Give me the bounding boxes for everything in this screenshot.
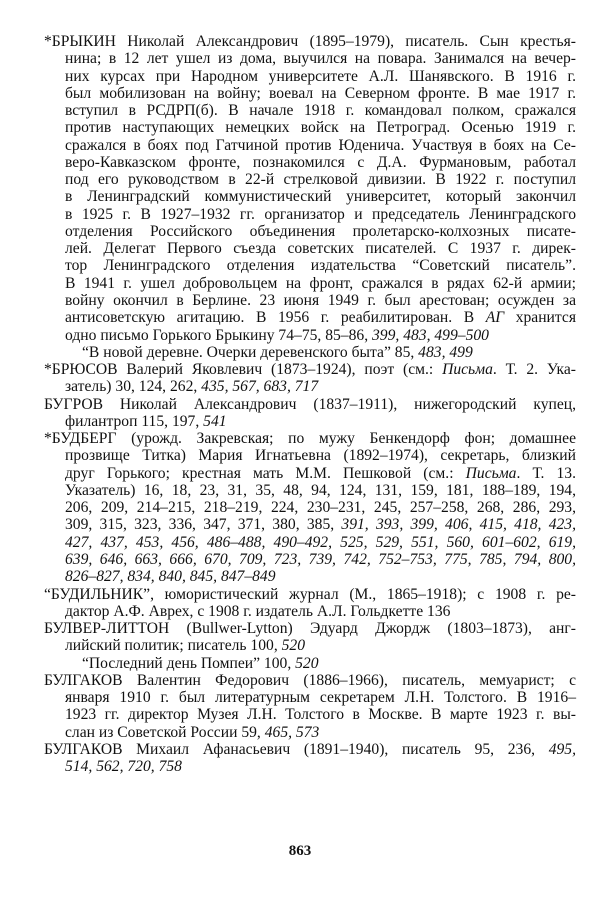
text: В 1941 г. ушел добровольцем на фронт, сражался в рядах 62-й армии; bbox=[65, 274, 576, 292]
italic-text: АГ bbox=[485, 309, 505, 327]
text: “Последний день Помпеи” 100, bbox=[82, 654, 296, 672]
index-entry bbox=[44, 741, 576, 776]
text: *БРЮСОВ Валерий Яковлевич (1873–1924), поэт (см.: bbox=[44, 361, 443, 379]
italic-text: Письма bbox=[465, 464, 517, 482]
text: них курсах при Народном университете А.Л. Шанявского. В 1916 г. bbox=[65, 67, 576, 85]
text: 1923 гг. директор Музея Л.Н. Толстого в Москве. В марте 1923 г. вы- bbox=[65, 706, 576, 724]
text: антисоветскую агитацию. В 1956 г. реабилитирован. В bbox=[65, 309, 486, 327]
text: прозвище Титка) Мария Игнатьевна (1892–1974), секретарь, близкий bbox=[65, 447, 576, 465]
entry-line bbox=[44, 758, 576, 775]
index-entry bbox=[44, 586, 576, 621]
italic-text: 399, 483, 499–500 bbox=[372, 326, 489, 344]
entry-line bbox=[44, 534, 576, 551]
italic-text: 826–827, 834, 840, 845, 847–849 bbox=[65, 568, 276, 586]
entry-line bbox=[44, 188, 576, 205]
entry-line bbox=[44, 396, 576, 413]
index-entry bbox=[44, 620, 576, 655]
text: лийский политик; писатель 100, bbox=[65, 637, 282, 655]
italic-text: 520 bbox=[295, 654, 319, 672]
entry-line bbox=[44, 689, 576, 706]
index-entry bbox=[44, 430, 576, 585]
entry-line bbox=[44, 378, 576, 395]
entry-line bbox=[44, 33, 576, 50]
italic-text: 465, 573 bbox=[264, 723, 320, 741]
index-entry bbox=[44, 361, 576, 396]
italic-text: 495, bbox=[548, 740, 576, 758]
text: под его руководством в 22-й стрелковой дивизии. В 1922 г. поступил bbox=[65, 171, 576, 189]
text: веро-Кавказском фронте, познакомился с Д.А. Фурмановым, работал bbox=[65, 153, 576, 171]
entry-line bbox=[44, 68, 576, 85]
text: БУЛГАКОВ Валентин Федорович (1886–1966), писатель, мемуарист; с bbox=[44, 671, 576, 689]
text: БУЛГАКОВ Михаил Афанасьевич (1891–1940), писатель 95, 236, bbox=[44, 740, 549, 758]
entry-line bbox=[44, 102, 576, 119]
entry-line bbox=[44, 327, 576, 344]
entry-line bbox=[44, 344, 576, 361]
italic-text: 514, 562, 720, 758 bbox=[65, 758, 182, 776]
entry-line bbox=[44, 447, 576, 464]
entry-line bbox=[44, 741, 576, 758]
entry-line bbox=[44, 724, 576, 741]
entry-line bbox=[44, 672, 576, 689]
text: Указатель) 16, 18, 23, 31, 35, 48, 94, 124, 131, 159, 181, 188–189, 194, bbox=[65, 481, 576, 499]
text: “БУДИЛЬНИК”, юмористический журнал (М., 1865–1918); с 1908 г. ре- bbox=[44, 585, 576, 603]
text: затель) 30, 124, 262, bbox=[65, 378, 202, 396]
entry-line bbox=[44, 620, 576, 637]
entry-line bbox=[44, 482, 576, 499]
entry-line bbox=[44, 309, 576, 326]
text: января 1910 г. был литературным секретарем Л.Н. Толстого. В 1916– bbox=[65, 689, 576, 707]
entry-line bbox=[44, 206, 576, 223]
index-entry bbox=[44, 672, 576, 741]
entry-line bbox=[44, 603, 576, 620]
italic-text: 483, 499 bbox=[418, 343, 473, 361]
text: . Т. 2. Ука- bbox=[492, 361, 576, 379]
text: 206, 209, 214–215, 218–219, 224, 230–231, 245, 257–258, 268, 286, 293, bbox=[65, 499, 576, 517]
entry-line bbox=[44, 137, 576, 154]
text: одно письмо Горького Брыкину 74–75, 85–86, bbox=[65, 326, 372, 344]
entry-line bbox=[44, 292, 576, 309]
text: был мобилизован на войну; воевал на Северном фронте. В мае 1917 г. bbox=[65, 84, 576, 102]
entry-line bbox=[44, 551, 576, 568]
italic-text: 427, 437, 453, 456, 486–488, 490–492, 525, 529, 551, 560, 601–602, 619, bbox=[65, 533, 576, 551]
text: БУЛВЕР-ЛИТТОН (Bullwer-Lytton) Эдуард Джордж (1803–1873), анг- bbox=[44, 620, 576, 638]
entry-line bbox=[44, 568, 576, 585]
entry-line bbox=[44, 413, 576, 430]
entry-line bbox=[44, 50, 576, 67]
entry-line bbox=[44, 154, 576, 171]
text: “В новой деревне. Очерки деревенского быта” 85, bbox=[82, 343, 419, 361]
text: 309, 315, 323, 336, 347, 371, 380, 385, bbox=[65, 516, 342, 534]
text: слан из Советской России 59, bbox=[65, 723, 265, 741]
entry-line bbox=[44, 430, 576, 447]
entry-line bbox=[44, 361, 576, 378]
entry-line bbox=[44, 499, 576, 516]
entry-line bbox=[44, 85, 576, 102]
entry-line bbox=[44, 516, 576, 533]
text: БУГРОВ Николай Александрович (1837–1911), нижегородский купец, bbox=[44, 395, 576, 413]
entry-line bbox=[44, 223, 576, 240]
italic-text: 639, 646, 663, 666, 670, 709, 723, 739, 742, 752–753, 775, 785, 794, 800, bbox=[65, 550, 576, 568]
italic-text: 541 bbox=[203, 412, 227, 430]
entry-line bbox=[44, 257, 576, 274]
italic-text: 435, 567, 683, 717 bbox=[201, 378, 319, 396]
text: сражался в боях под Гатчиной против Юденича. Участвуя в боях на Се- bbox=[65, 136, 576, 154]
text: отделения Российского объединения пролетарско-колхозных писате- bbox=[65, 222, 576, 240]
text: дактор А.Ф. Аврех, с 1908 г. издатель А.Л. Гольдкетте 136 bbox=[65, 602, 451, 620]
text: . Т. 13. bbox=[516, 464, 576, 482]
text: в 1925 г. В 1927–1932 гг. организатор и председатель Ленинградского bbox=[65, 205, 576, 223]
text: вступил в РСДРП(б). В начале 1918 г. командовал полком, сражался bbox=[65, 102, 576, 120]
entry-line bbox=[44, 171, 576, 188]
text: хранится bbox=[504, 309, 576, 327]
index-entry bbox=[44, 396, 576, 431]
text: тор Ленинградского отделения издательства “Советский писатель”. bbox=[65, 257, 576, 275]
index-entry bbox=[44, 33, 576, 344]
index-subentry bbox=[44, 655, 576, 672]
entry-line bbox=[44, 240, 576, 257]
italic-text: Письма bbox=[442, 361, 493, 379]
text: филантроп 115, 197, bbox=[65, 412, 204, 430]
text: нина; в 12 лет ушел из дома, выучился на повара. Занимался на вечер- bbox=[65, 50, 576, 68]
entry-line bbox=[44, 706, 576, 723]
index-text bbox=[44, 33, 576, 775]
text: лей. Делегат Первого съезда советских писателей. С 1937 г. дирек- bbox=[65, 240, 576, 258]
text: войну окончил в Берлине. 23 июня 1949 г. был арестован; осужден за bbox=[65, 291, 576, 309]
text: против наступающих немецких войск на Петроград. Осенью 1919 г. bbox=[65, 119, 576, 137]
entry-line bbox=[44, 586, 576, 603]
page-number: 863 bbox=[288, 843, 312, 859]
entry-line bbox=[44, 655, 576, 672]
italic-text: 520 bbox=[281, 637, 306, 655]
index-subentry bbox=[44, 344, 576, 361]
entry-line bbox=[44, 119, 576, 136]
entry-line bbox=[44, 465, 576, 482]
entry-line bbox=[44, 275, 576, 292]
text: *БРЫКИН Николай Александрович (1895–1979), писатель. Сын крестья- bbox=[44, 33, 576, 50]
italic-text: 391, 393, 399, 406, 415, 418, 423, bbox=[341, 516, 576, 534]
text: *БУДБЕРГ (урожд. Закревская; по мужу Бенкендорф фон; домашнее bbox=[44, 430, 576, 448]
text: в Ленинградский коммунистический университет, который закончил bbox=[65, 188, 576, 206]
entry-line bbox=[44, 637, 576, 654]
text: друг Горького; крестная мать М.М. Пешковой (см.: bbox=[65, 464, 466, 482]
